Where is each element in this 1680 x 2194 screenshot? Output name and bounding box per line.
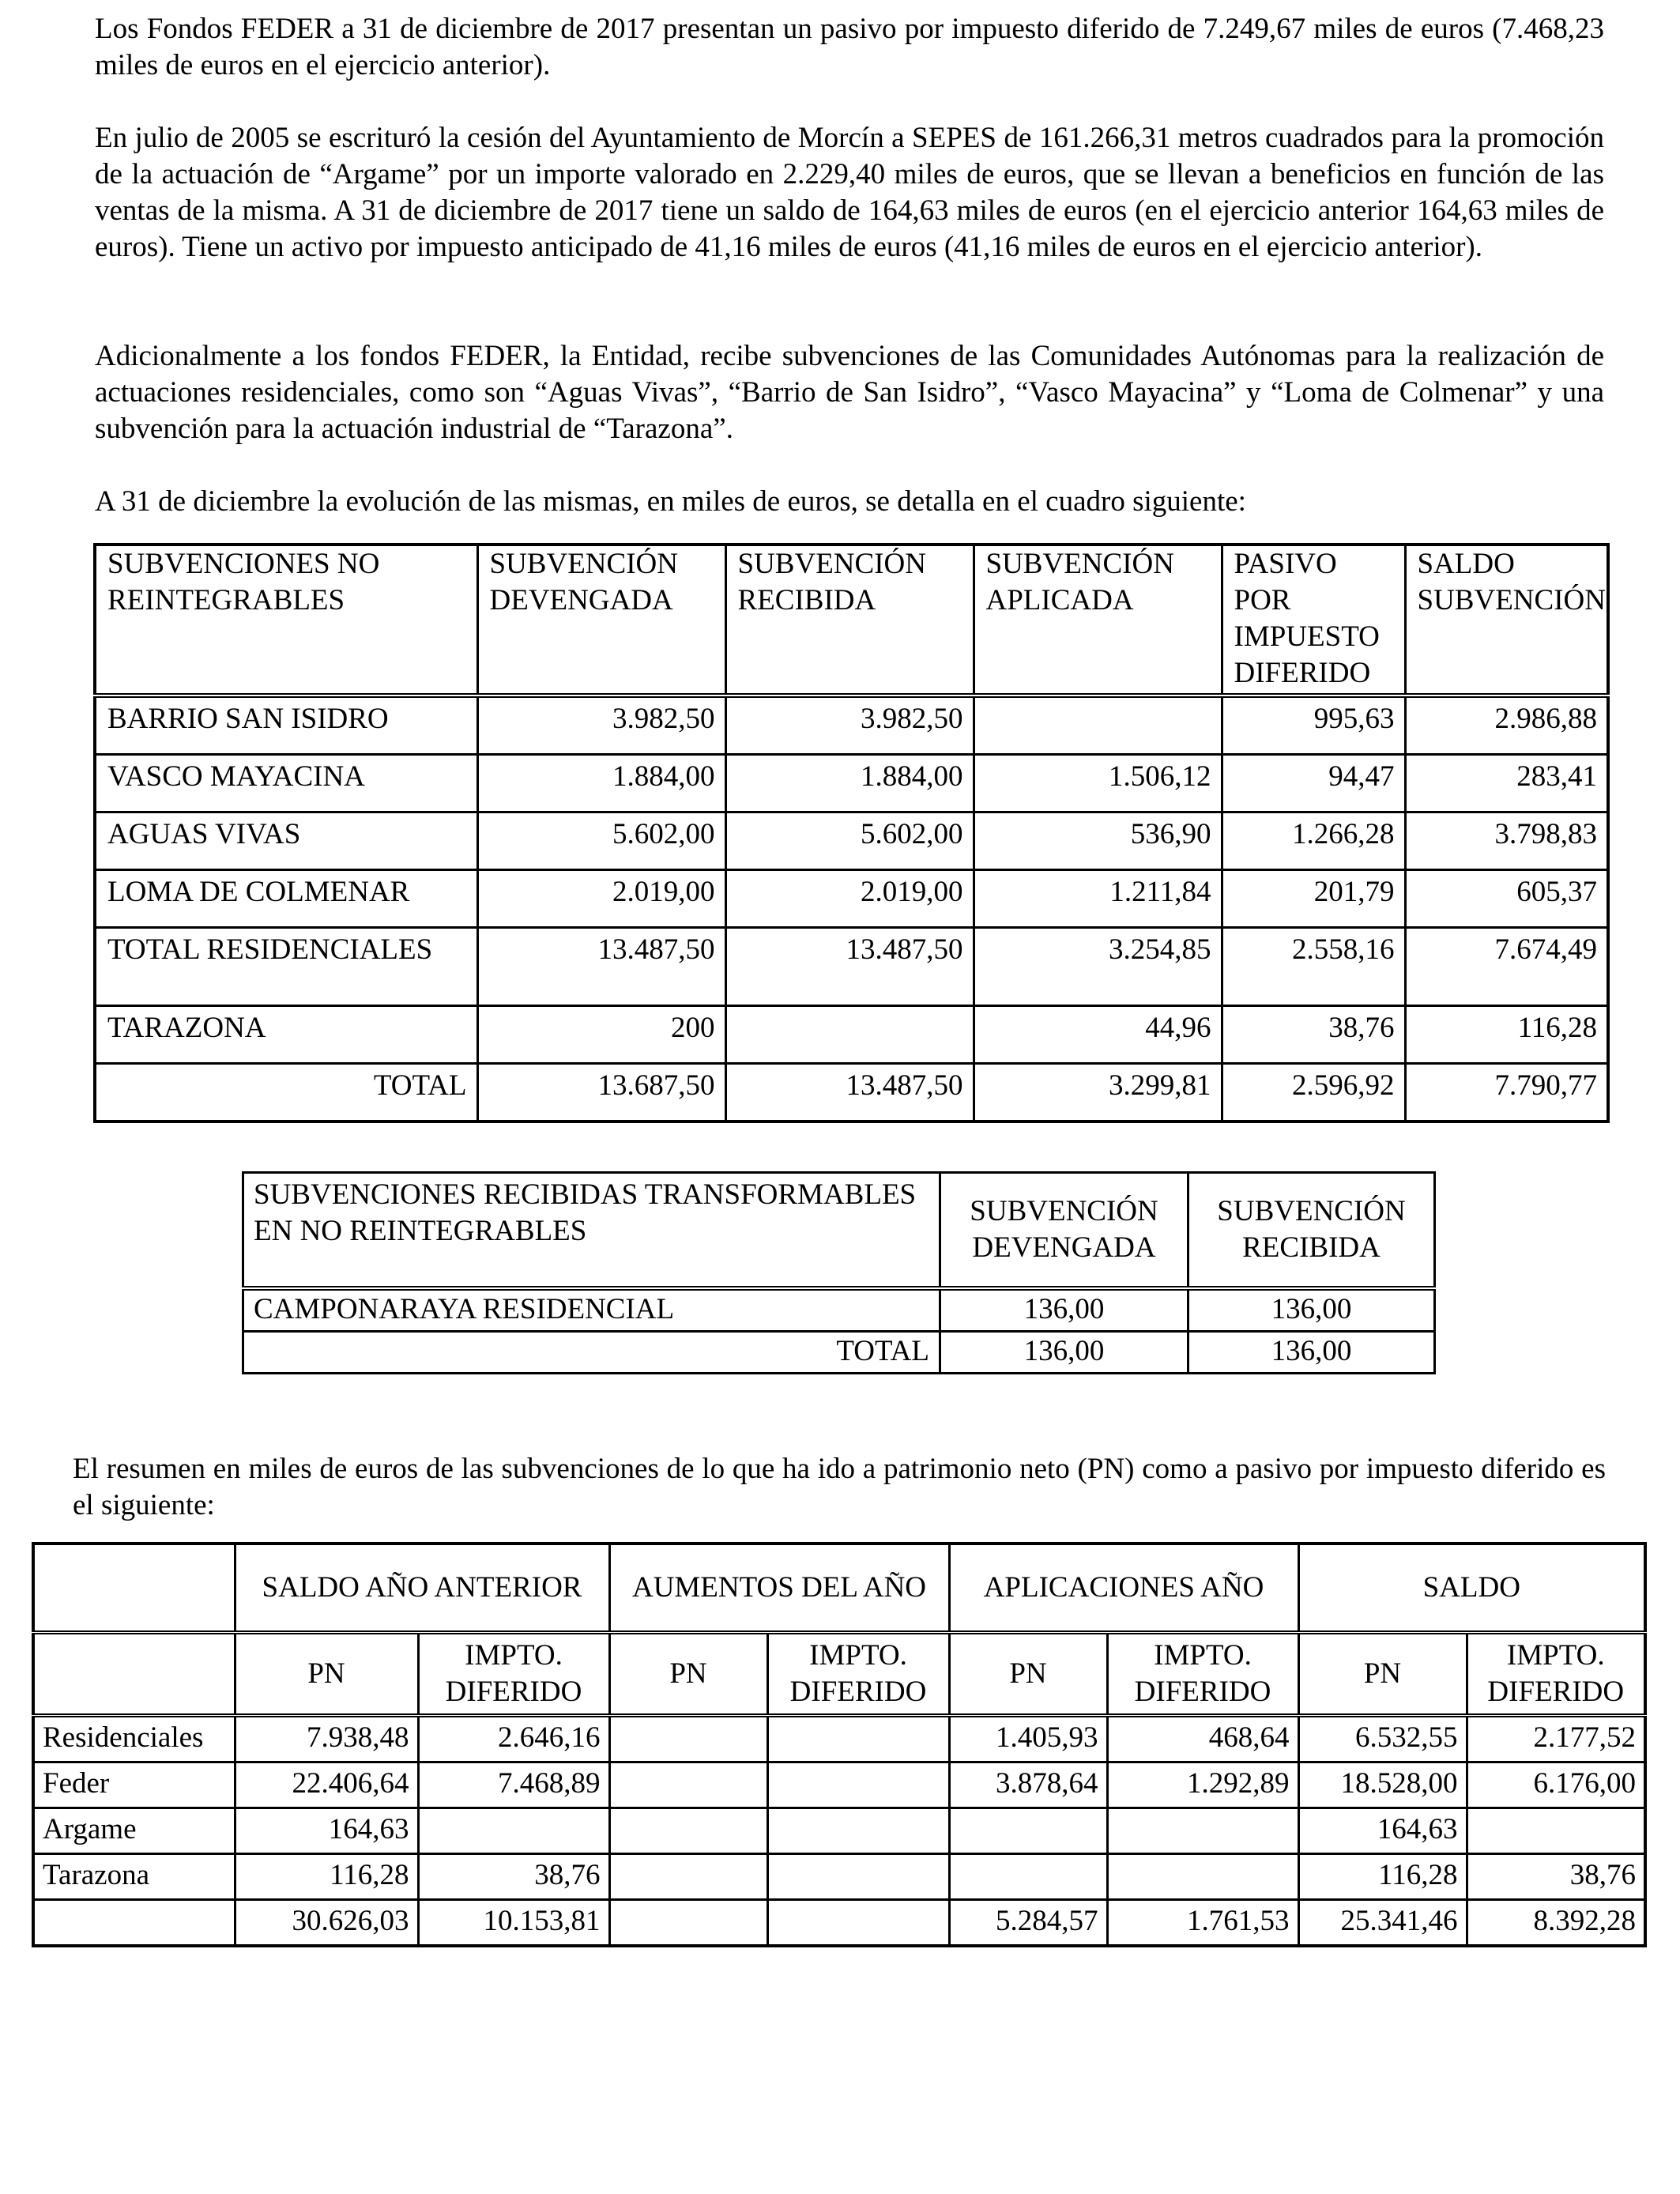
cell: 468,64 — [1107, 1716, 1298, 1762]
cell: 3.254,85 — [974, 928, 1222, 1006]
cell: 38,76 — [1467, 1854, 1645, 1900]
paragraph-subvenciones: Adicionalmente a los fondos FEDER, la Entidad, recibe subvenciones de las Comunidades Autónomas para la realización de actuaciones residenciales, como son “Aguas Vivas”, “Barrio de San Isidro”, “Vasco Mayacina” y “Loma de Colmenar” y una subvención para la actuación industrial de “Tarazona”. — [95, 340, 1604, 445]
sub-header-pn: PN — [949, 1633, 1107, 1716]
cell: 13.487,50 — [725, 928, 974, 1006]
cell: 6.532,55 — [1298, 1716, 1467, 1762]
cell: 44,96 — [974, 1006, 1222, 1064]
paragraph-argame: En julio de 2005 se escrituró la cesión del Ayuntamiento de Morcín a SEPES de 161.266,31 metros cuadrados para la promoción de la actuación de “Argame” por un importe valorado en 2.229,40 miles de euros, que se llevan a beneficios en función de las ventas de la misma. A 31 de diciembre de 2017 tiene un saldo de 164,63 miles de euros (en el ejercicio anterior 164,63 miles de euros). Tiene un activo por impuesto anticipado de 41,16 miles de euros (41,16 miles de euros en el ejercicio anterior). — [95, 122, 1604, 263]
cell: 2.646,16 — [418, 1716, 609, 1762]
cell: 7.468,89 — [418, 1762, 609, 1808]
cell: 6.176,00 — [1467, 1762, 1645, 1808]
cell: 3.982,50 — [477, 696, 725, 755]
row-label: Feder — [33, 1762, 235, 1808]
sub-header-pn: PN — [1298, 1633, 1467, 1716]
cell: 38,76 — [418, 1854, 609, 1900]
sub-header-pn: PN — [609, 1633, 767, 1716]
cell — [609, 1808, 767, 1854]
table-row — [33, 1808, 1645, 1854]
cell: 5.602,00 — [477, 812, 725, 870]
cell: 283,41 — [1405, 755, 1608, 812]
row-label: VASCO MAYACINA — [95, 755, 477, 812]
header-cell: PASIVO POR IMPUESTO DIFERIDO — [1222, 545, 1405, 696]
table-row-subtotal — [95, 928, 1608, 1006]
group-header-aumentos: AUMENTOS DEL AÑO — [609, 1544, 949, 1633]
cell: 13.487,50 — [477, 928, 725, 1006]
cell: 3.982,50 — [725, 696, 974, 755]
cell — [1467, 1808, 1645, 1854]
table-sub-header-row — [33, 1633, 1645, 1716]
cell: 536,90 — [974, 812, 1222, 870]
header-cell: SALDO SUBVENCIÓN — [1405, 545, 1608, 696]
cell: 18.528,00 — [1298, 1762, 1467, 1808]
resumen-patrimonio-neto-table — [32, 1542, 1647, 1947]
cell: 30.626,03 — [235, 1900, 418, 1947]
cell: 13.487,50 — [725, 1064, 974, 1122]
group-header-aplicaciones: APLICACIONES AÑO — [949, 1544, 1298, 1633]
header-cell: SUBVENCIONES RECIBIDAS TRANSFORMABLES EN NO REINTEGRABLES — [243, 1173, 940, 1289]
sub-header-impto: IMPTO. DIFERIDO — [1107, 1633, 1298, 1716]
cell — [725, 1006, 974, 1064]
group-header-saldo-anterior: SALDO AÑO ANTERIOR — [235, 1544, 609, 1633]
cell — [1107, 1808, 1298, 1854]
cell: 136,00 — [940, 1288, 1188, 1332]
cell: 7.790,77 — [1405, 1064, 1608, 1122]
cell — [949, 1808, 1107, 1854]
row-label: LOMA DE COLMENAR — [95, 870, 477, 928]
paragraph-resumen: El resumen en miles de euros de las subvenciones de lo que ha ido a patrimonio neto (PN) como a pasivo por impuesto diferido es el siguiente: — [73, 1453, 1606, 1521]
subvenciones-no-reintegrables-table — [93, 543, 1610, 1123]
table-row — [95, 1006, 1608, 1064]
cell: 22.406,64 — [235, 1762, 418, 1808]
cell: 164,63 — [1298, 1808, 1467, 1854]
cell — [609, 1716, 767, 1762]
header-cell: SUBVENCIÓN RECIBIDA — [1188, 1173, 1435, 1289]
cell — [974, 696, 1222, 755]
table-row-total — [95, 1064, 1608, 1122]
header-cell: SUBVENCIÓN DEVENGADA — [940, 1173, 1188, 1289]
table-row-total — [243, 1332, 1435, 1374]
paragraph-feder: Los Fondos FEDER a 31 de diciembre de 2017 presentan un pasivo por impuesto diferido de 7.249,67 miles de euros (7.468,23 miles de euros en el ejercicio anterior). — [95, 13, 1604, 81]
row-label: Tarazona — [33, 1854, 235, 1900]
paragraph-evolucion: A 31 de diciembre la evolución de las mismas, en miles de euros, se detalla en el cuadro siguiente: — [95, 485, 1246, 518]
table-row-total — [33, 1900, 1645, 1947]
row-label: CAMPONARAYA RESIDENCIAL — [243, 1288, 940, 1332]
cell: 2.558,16 — [1222, 928, 1405, 1006]
sub-header-impto: IMPTO. DIFERIDO — [1467, 1633, 1645, 1716]
cell: 1.292,89 — [1107, 1762, 1298, 1808]
table-group-header-row — [33, 1544, 1645, 1633]
cell: 3.798,83 — [1405, 812, 1608, 870]
cell: 200 — [477, 1006, 725, 1064]
table-row — [33, 1854, 1645, 1900]
cell: 25.341,46 — [1298, 1900, 1467, 1947]
cell: 136,00 — [1188, 1332, 1435, 1374]
header-cell: SUBVENCIÓN RECIBIDA — [725, 545, 974, 696]
cell: 1.884,00 — [477, 755, 725, 812]
cell: 3.878,64 — [949, 1762, 1107, 1808]
empty-header-cell — [33, 1544, 235, 1633]
cell: 605,37 — [1405, 870, 1608, 928]
cell — [767, 1854, 949, 1900]
subvenciones-transformables-table — [242, 1171, 1436, 1374]
cell — [949, 1854, 1107, 1900]
sub-header-impto: IMPTO. DIFERIDO — [767, 1633, 949, 1716]
cell: 136,00 — [1188, 1288, 1435, 1332]
table-row — [95, 870, 1608, 928]
cell: 7.674,49 — [1405, 928, 1608, 1006]
cell: 136,00 — [940, 1332, 1188, 1374]
cell: 2.019,00 — [725, 870, 974, 928]
cell: 7.938,48 — [235, 1716, 418, 1762]
cell: 164,63 — [235, 1808, 418, 1854]
cell: 1.761,53 — [1107, 1900, 1298, 1947]
cell: 201,79 — [1222, 870, 1405, 928]
table-row — [95, 812, 1608, 870]
sub-header-impto: IMPTO. DIFERIDO — [418, 1633, 609, 1716]
cell: 116,28 — [1298, 1854, 1467, 1900]
cell: 94,47 — [1222, 755, 1405, 812]
total-label: TOTAL — [95, 1064, 477, 1122]
row-label: TARAZONA — [95, 1006, 477, 1064]
empty-header-cell — [33, 1633, 235, 1716]
table-header-row — [95, 545, 1608, 696]
cell — [609, 1854, 767, 1900]
row-label: AGUAS VIVAS — [95, 812, 477, 870]
table-row — [95, 755, 1608, 812]
row-label — [33, 1900, 235, 1947]
cell: 995,63 — [1222, 696, 1405, 755]
cell — [609, 1762, 767, 1808]
cell — [609, 1900, 767, 1947]
cell: 5.602,00 — [725, 812, 974, 870]
header-cell: SUBVENCIONES NO REINTEGRABLES — [95, 545, 477, 696]
table-row — [33, 1716, 1645, 1762]
cell: 2.596,92 — [1222, 1064, 1405, 1122]
header-cell: SUBVENCIÓN APLICADA — [974, 545, 1222, 696]
group-header-saldo: SALDO — [1298, 1544, 1645, 1633]
cell — [418, 1808, 609, 1854]
row-label: Argame — [33, 1808, 235, 1854]
table-row — [243, 1288, 1435, 1332]
cell: 10.153,81 — [418, 1900, 609, 1947]
cell: 2.986,88 — [1405, 696, 1608, 755]
cell: 38,76 — [1222, 1006, 1405, 1064]
row-label: TOTAL RESIDENCIALES — [95, 928, 477, 1006]
table-row — [33, 1762, 1645, 1808]
row-label: Residenciales — [33, 1716, 235, 1762]
cell: 116,28 — [235, 1854, 418, 1900]
cell — [767, 1808, 949, 1854]
cell: 2.177,52 — [1467, 1716, 1645, 1762]
cell: 8.392,28 — [1467, 1900, 1645, 1947]
header-cell: SUBVENCIÓN DEVENGADA — [477, 545, 725, 696]
cell: 1.266,28 — [1222, 812, 1405, 870]
row-label: BARRIO SAN ISIDRO — [95, 696, 477, 755]
sub-header-pn: PN — [235, 1633, 418, 1716]
cell: 2.019,00 — [477, 870, 725, 928]
total-label: TOTAL — [243, 1332, 940, 1374]
table-row — [95, 696, 1608, 755]
cell: 1.506,12 — [974, 755, 1222, 812]
cell: 116,28 — [1405, 1006, 1608, 1064]
cell: 1.405,93 — [949, 1716, 1107, 1762]
cell: 13.687,50 — [477, 1064, 725, 1122]
cell — [767, 1762, 949, 1808]
cell — [767, 1716, 949, 1762]
cell: 3.299,81 — [974, 1064, 1222, 1122]
cell: 1.884,00 — [725, 755, 974, 812]
table-header-row — [243, 1173, 1435, 1289]
cell: 5.284,57 — [949, 1900, 1107, 1947]
cell — [767, 1900, 949, 1947]
cell: 1.211,84 — [974, 870, 1222, 928]
cell — [1107, 1854, 1298, 1900]
